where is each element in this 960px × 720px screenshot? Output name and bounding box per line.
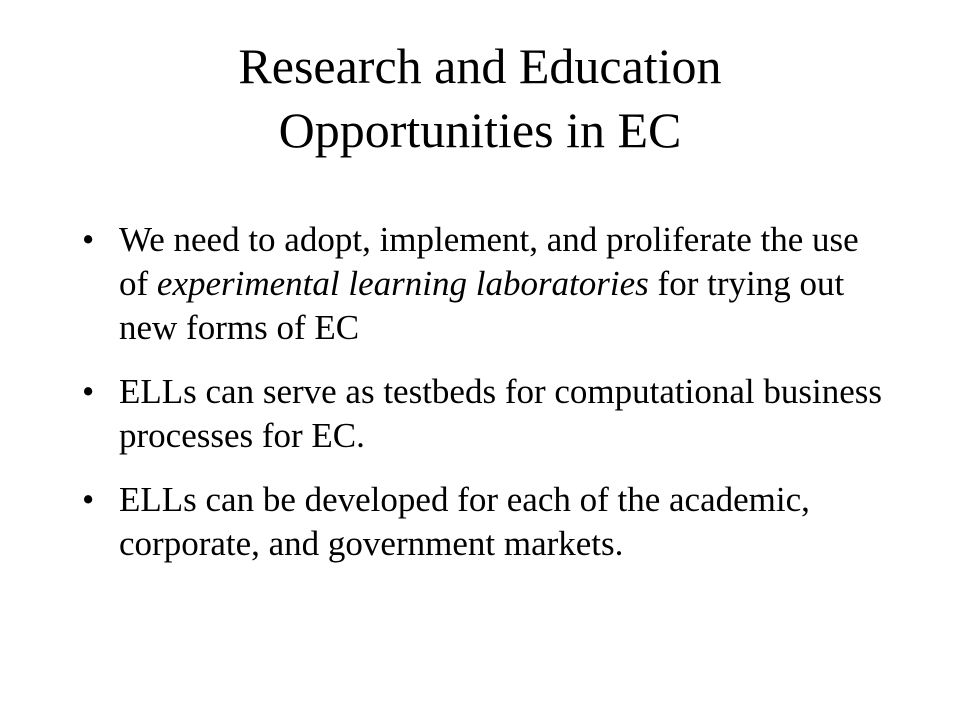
bullet-item-3: [82, 478, 882, 566]
bullet-text-1: [119, 220, 859, 347]
bullet-item-2: [82, 370, 882, 458]
bullet-dot-icon: •: [82, 372, 95, 411]
bullet-text-2: ELLs can serve as testbeds for computational business processes for EC.: [119, 372, 882, 455]
bullet-text-3: ELLs can be developed for each of the academic, corporate, and government markets.: [119, 480, 810, 563]
bullet-text-1-part2: for trying out new forms of EC: [119, 264, 845, 347]
slide-title-line-1: Research and Education: [238, 38, 722, 94]
bullet-dot-icon: •: [82, 220, 95, 259]
slide-title: [0, 34, 960, 162]
bullet-list: [82, 218, 882, 586]
bullet-dot-icon: •: [82, 480, 95, 519]
bullet-item-1: [82, 218, 882, 350]
bullet-text-1-italic: experimental learning laboratories: [156, 264, 649, 303]
slide-title-line-2: Opportunities in EC: [278, 102, 682, 158]
bullet-text-1-part1: We need to adopt, implement, and proliferate the use of: [119, 220, 859, 303]
